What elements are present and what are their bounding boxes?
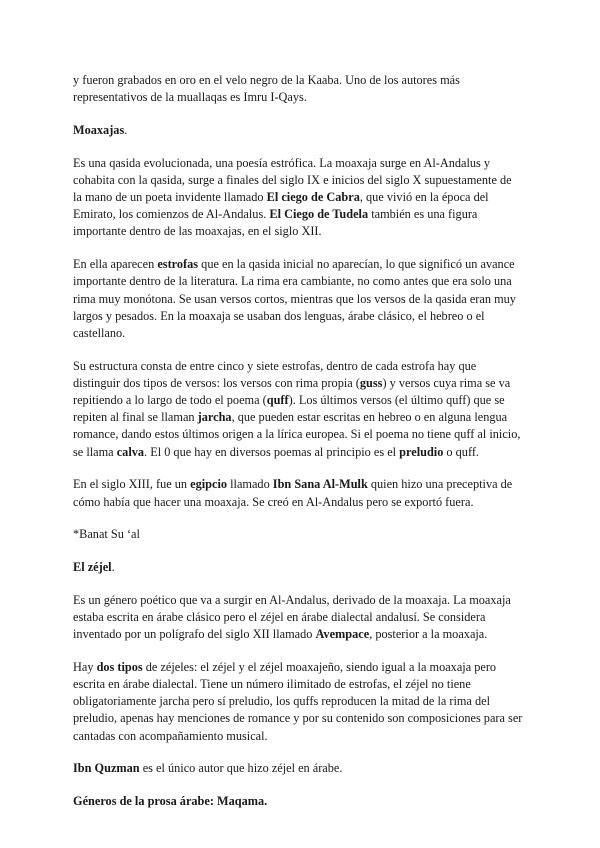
paragraph-siglo-xiii xyxy=(73,476,523,510)
bold-term: jarcha xyxy=(197,410,232,425)
text: , que pueden estar escritas en hebreo o en alguna lengua romance, dando estos últimos origen a la lírica europea. Si el poema no tiene quff al inicio, se llama xyxy=(73,410,521,459)
bold-term: Avempace xyxy=(315,627,370,642)
bold-term: Ibn Sana Al-Mulk xyxy=(272,477,368,492)
bold-term: preludio xyxy=(399,444,444,459)
text: En el siglo XIII, fue un xyxy=(73,477,191,492)
bold-term: Géneros de la prosa árabe: Maqama. xyxy=(73,794,268,808)
text: ) y versos cuya rima se va repitiendo a lo largo de todo el poema ( xyxy=(73,375,511,408)
text: o quff. xyxy=(443,444,479,459)
text: . xyxy=(111,559,115,574)
bold-term: El ciego de Cabra xyxy=(266,190,360,205)
text: que en la qasida inicial no aparecían, lo que significó un avance importante dentro de la literatura. La rima era cambiante, no como antes que era solo una rima muy monótona. Se usan versos cortos, mientras que los versos de la qasida eran muy largos y pesados. En la moaxaja se usaban dos lenguas, árabe clásico, el hebreo o el castellano. xyxy=(73,257,516,340)
text: Su estructura consta de entre cinco y siete estrofas, dentro de cada estrofa hay que distinguir dos tipos de versos: los versos con rima propia ( xyxy=(73,358,477,390)
bold-term: egipcio xyxy=(190,477,228,492)
heading-el-zejel xyxy=(73,559,523,576)
text: también es una figura importante dentro de las moaxajas, en el siglo XII. xyxy=(73,207,478,239)
bold-term: El zéjel xyxy=(73,559,112,574)
bold-term: Moaxajas xyxy=(73,122,125,137)
bold-term: quff xyxy=(266,393,289,408)
paragraph-estructura xyxy=(73,358,523,461)
text: Es un género poético que va a surgir en Al-Andalus, derivado de la moaxaja. La moaxaja estaba escrita en árabe clásico pero el zéjel en árabe dialectal andalusí. Se considera inventado por un polígrafo del siglo XII llamado xyxy=(73,592,511,642)
text: En ella aparecen xyxy=(73,257,158,272)
text: *Banat Su ‘al xyxy=(73,527,140,542)
document-page xyxy=(73,72,523,826)
paragraph-kaaba xyxy=(73,72,523,106)
paragraph-ibn-quzman xyxy=(73,760,523,777)
text: , posterior a la moaxaja. xyxy=(369,627,488,642)
heading-moaxajas xyxy=(73,122,523,139)
bold-term: El Ciego de Tudela xyxy=(269,207,369,222)
paragraph-estrofas xyxy=(73,256,523,342)
bold-term: guss xyxy=(359,375,383,390)
text: . El 0 que hay en diversos poemas al principio es el xyxy=(144,444,400,459)
bold-term: calva xyxy=(116,444,145,459)
text: y fueron grabados en oro en el velo negro de la Kaaba. Uno de los autores más representativos de la muallaqas es Imru I-Qays. xyxy=(73,73,460,105)
bold-term: Ibn Quzman xyxy=(73,761,140,776)
text: ). Los últimos versos (el último quff) que se repiten al final se llaman xyxy=(73,393,505,425)
text: llamado xyxy=(227,477,273,492)
text: . xyxy=(124,122,128,137)
text: Es una qasida evolucionada, una poesía estrófica. La moaxaja surge en Al-Andalus y cohabita con la qasida, surge a finales del siglo IX e inicios del siglo X supuestamente de la mano de un poeta invidente llamado xyxy=(73,155,512,205)
paragraph-genero-poetico xyxy=(73,592,523,644)
paragraph-qasida-evolucionada xyxy=(73,155,523,241)
text: , que vivió en la época del Emirato, los comienzos de Al-Andalus. xyxy=(73,190,489,222)
heading-generos-prosa xyxy=(73,793,523,810)
text: es el único autor que hizo zéjel en árabe. xyxy=(139,761,343,776)
text: de zéjeles: el zéjel y el zéjel moaxajeño, siendo igual a la moaxaja pero escrita en árabe dialectal. Tiene un número ilimitado de estrofas, el zéjel no tiene obligatoriamente jarcha pero sí preludio, los quffs reproducen la mitad de la rima del preludio, apenas hay menciones de romance y por su contenido son composiciones para ser cantadas con acompañamiento musical. xyxy=(73,659,523,743)
note-banat-su-al xyxy=(73,526,523,543)
bold-term: dos tipos xyxy=(96,659,143,674)
text: Hay xyxy=(73,659,97,674)
bold-term: estrofas xyxy=(157,257,199,272)
text: quien hizo una preceptiva de cómo había que hacer una moaxaja. Se creó en Al-Andalus pero se exportó fuera. xyxy=(73,477,513,509)
paragraph-dos-tipos xyxy=(73,659,523,745)
